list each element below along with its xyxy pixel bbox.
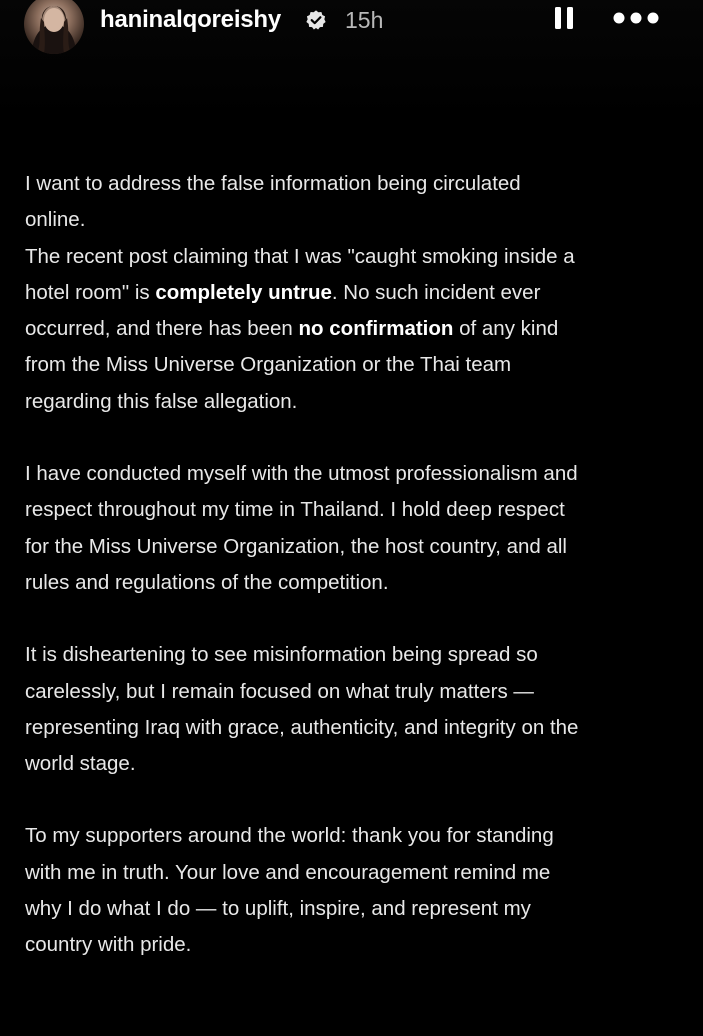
text-line: country with pride. (25, 933, 192, 957)
text-run: hotel room" is (25, 280, 156, 304)
text-line: The recent post claiming that I was "caught smoking inside a (25, 244, 575, 268)
text-line: world stage. (25, 752, 136, 776)
paragraph-1 (25, 166, 697, 420)
story-text-post (25, 166, 697, 964)
bold-text: no confirmation (298, 317, 454, 341)
text-line: for the Miss Universe Organization, the host country, and all (25, 534, 567, 558)
text-line: carelessly, but I remain focused on what truly matters — (25, 679, 534, 703)
bold-text: completely untrue (155, 280, 332, 304)
more-options-icon[interactable] (612, 8, 660, 28)
verified-badge-icon (305, 9, 327, 31)
text-run: . No such incident ever (331, 280, 541, 304)
text-run: occurred, and there has been (25, 317, 299, 341)
text-line: I want to address the false information being circulated (25, 172, 521, 195)
text-line: To my supporters around the world: thank you for standing (25, 824, 554, 848)
text-line: regarding this false allegation. (25, 389, 298, 413)
story-header (0, 0, 703, 56)
text-line: rules and regulations of the competition. (25, 570, 389, 594)
text-line: online. (25, 208, 86, 232)
avatar[interactable] (24, 0, 84, 54)
text-line: with me in truth. Your love and encouragement remind me (25, 860, 551, 884)
paragraph-3 (25, 637, 697, 782)
paragraph-2 (25, 456, 697, 601)
text-line (25, 311, 697, 347)
text-line: I have conducted myself with the utmost professionalism and (25, 462, 578, 486)
post-time: 15h (345, 7, 384, 33)
pause-icon[interactable] (553, 5, 575, 31)
text-line: respect throughout my time in Thailand. I hold deep respect (25, 498, 565, 522)
text-line (25, 275, 697, 311)
text-line: representing Iraq with grace, authenticity, and integrity on the (25, 715, 579, 739)
text-run: of any kind (453, 317, 559, 341)
text-line: It is disheartening to see misinformation being spread so (25, 643, 538, 667)
text-line: why I do what I do — to uplift, inspire, and represent my (25, 897, 531, 921)
text-line: from the Miss Universe Organization or the Thai team (25, 353, 512, 377)
paragraph-4 (25, 818, 697, 963)
username[interactable]: haninalqoreishy (100, 6, 282, 33)
avatar-image (24, 0, 84, 54)
